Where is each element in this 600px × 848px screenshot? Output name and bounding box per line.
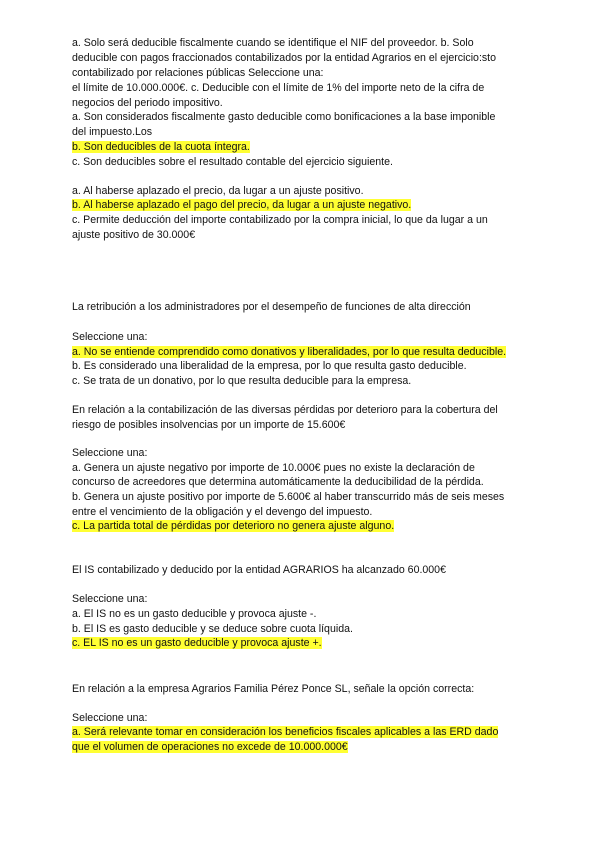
text-line: del impuesto.Los (72, 126, 153, 138)
question-text: riesgo de posibles insolvencias por un importe de 15.600€ (72, 419, 346, 431)
text-line: el límite de 10.000.000€. c. Deducible con el límite de 1% del importe neto de la cifra de (72, 82, 485, 94)
select-prompt: Seleccione una: (72, 447, 148, 459)
select-prompt: Seleccione una: (72, 712, 148, 724)
option-line: a. El IS no es un gasto deducible y provoca ajuste -. (72, 608, 317, 620)
option-line: b. Es considerado una liberalidad de la empresa, por lo que resulta gasto deducible. (72, 360, 467, 372)
question-text: El IS contabilizado y deducido por la entidad AGRARIOS ha alcanzado 60.000€ (72, 564, 446, 576)
highlight-text: a. Será relevante tomar en consideración los beneficios fiscales aplicables a las ERD dado (72, 726, 499, 738)
select-prompt: Seleccione una: (72, 593, 148, 605)
option-line: concurso de acreedores que determina automáticamente la deducibilidad de la pérdida. (72, 476, 484, 488)
option-line: b. El IS es gasto deducible y se deduce sobre cuota líquida. (72, 623, 353, 635)
text-line: ajuste positivo de 30.000€ (72, 229, 196, 241)
text-line: c. Son deducibles sobre el resultado contable del ejercicio siguiente. (72, 156, 393, 168)
highlighted-answer (72, 140, 250, 155)
text-line: a. Son considerados fiscalmente gasto deducible como bonificaciones a la base imponible (72, 111, 496, 123)
highlighted-answer (72, 725, 498, 740)
select-prompt: Seleccione una: (72, 331, 148, 343)
question-text: En relación a la contabilización de las diversas pérdidas por deterioro para la cobertura del (72, 404, 498, 416)
text-line: deducible con pagos fraccionados contabilizados por la entidad Agrarios en el ejercicio:sto (72, 52, 497, 64)
highlight-text: c. La partida total de pérdidas por deterioro no genera ajuste alguno. (72, 520, 395, 532)
option-line: c. Se trata de un donativo, por lo que resulta deducible para la empresa. (72, 375, 412, 387)
text-line: a. Solo será deducible fiscalmente cuando se identifique el NIF del proveedor. b. Solo (72, 37, 474, 49)
highlighted-answer (72, 519, 394, 534)
highlight-text: a. No se entiende comprendido como donativos y liberalidades, por lo que resulta deducible. (72, 346, 507, 358)
highlight-text: b. Al haberse aplazado el pago del precio, da lugar a un ajuste negativo. (72, 199, 412, 211)
highlighted-answer (72, 198, 411, 213)
option-line: a. Genera un ajuste negativo por importe de 10.000€ pues no existe la declaración de (72, 462, 475, 474)
question-text: En relación a la empresa Agrarios Familia Pérez Ponce SL, señale la opción correcta: (72, 683, 475, 695)
text-line: c. Permite deducción del importe contabilizado por la compra inicial, lo que da lugar a un (72, 214, 488, 226)
highlight-text: que el volumen de operaciones no excede de 10.000.000€ (72, 741, 348, 753)
text-line: contabilizado por relaciones públicas Seleccione una: (72, 67, 324, 79)
highlighted-answer (72, 636, 322, 651)
highlight-text: c. EL IS no es un gasto deducible y provoca ajuste +. (72, 637, 322, 649)
highlighted-answer (72, 345, 506, 360)
highlighted-answer (72, 740, 348, 755)
highlight-text: b. Son deducibles de la cuota íntegra. (72, 141, 250, 153)
text-line: negocios del periodo impositivo. (72, 97, 223, 109)
question-text: La retribución a los administradores por el desempeño de funciones de alta dirección (72, 301, 471, 313)
option-line: entre el vencimiento de la obligación y el devengo del impuesto. (72, 506, 373, 518)
option-line: b. Genera un ajuste positivo por importe de 5.600€ al haber transcurrido más de seis meses (72, 491, 505, 503)
text-line: a. Al haberse aplazado el precio, da lugar a un ajuste positivo. (72, 185, 364, 197)
